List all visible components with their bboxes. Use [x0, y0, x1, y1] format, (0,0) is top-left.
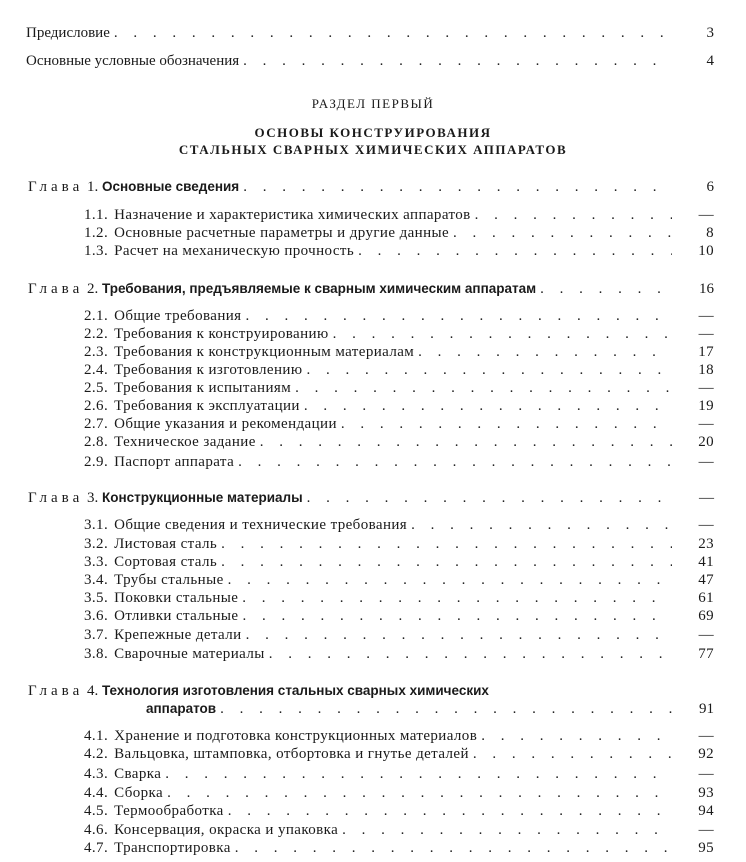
- leader-dots: [453, 224, 672, 242]
- item-number: 4.3.: [84, 766, 109, 782]
- leader-dots: [481, 727, 672, 745]
- item-title: Паспорт аппарата: [114, 454, 235, 470]
- toc-item: [84, 307, 714, 325]
- chapter-page: 91: [699, 701, 714, 717]
- leader-dots: [418, 343, 672, 361]
- toc-item: [84, 224, 714, 242]
- item-page: —: [698, 822, 714, 838]
- leader-dots: [342, 821, 672, 839]
- toc-entry-preface: [26, 24, 714, 42]
- item-page: —: [698, 627, 714, 643]
- item-title: Вальцовка, штамповка, отбортовка и гнутье деталей: [114, 746, 469, 762]
- item-page: —: [698, 326, 714, 342]
- item-title: Общие сведения и технические требования: [114, 517, 408, 533]
- toc-item: [84, 589, 714, 607]
- item-number: 3.6.: [84, 608, 109, 624]
- leader-dots: [411, 516, 672, 534]
- item-title: Сборка: [114, 785, 164, 801]
- item-page: 20: [698, 434, 714, 450]
- item-number: 2.1.: [84, 308, 109, 324]
- chapter-title: Требования, предъявляемые к сварным химическим аппаратам: [101, 281, 537, 296]
- item-page: —: [698, 766, 714, 782]
- leader-dots: [242, 607, 672, 625]
- chapter-number: 4.: [86, 683, 99, 699]
- chapter-number: 1.: [86, 179, 99, 195]
- entry-title: Предисловие: [26, 25, 110, 41]
- chapter-title: Конструкционные материалы: [101, 490, 303, 505]
- leader-dots: [243, 178, 672, 196]
- toc-item: [84, 325, 714, 343]
- item-page: 92: [698, 746, 714, 762]
- item-number: 3.5.: [84, 590, 109, 606]
- leader-dots: [228, 571, 672, 589]
- section-label: РАЗДЕЛ ПЕРВЫЙ: [311, 96, 435, 111]
- item-number: 3.4.: [84, 572, 109, 588]
- item-number: 2.9.: [84, 454, 109, 470]
- item-number: 3.1.: [84, 517, 109, 533]
- toc-item: [84, 535, 714, 553]
- item-title: Назначение и характеристика химических аппаратов: [114, 207, 471, 223]
- leader-dots: [221, 535, 672, 553]
- toc-item: [84, 571, 714, 589]
- leader-dots: [304, 397, 672, 415]
- chapter-page: 6: [706, 179, 714, 195]
- item-number: 2.8.: [84, 434, 109, 450]
- leader-dots: [269, 645, 672, 663]
- leader-dots: [475, 206, 672, 224]
- leader-dots: [167, 784, 672, 802]
- toc-item: [84, 453, 714, 471]
- toc-item: [84, 415, 714, 433]
- chapter-title: Основные сведения: [101, 179, 240, 194]
- item-title: Отливки стальные: [114, 608, 239, 624]
- chapter-title-line2: аппаратов: [146, 701, 217, 716]
- leader-dots: [220, 700, 672, 718]
- item-title: Термообработка: [114, 803, 224, 819]
- leader-dots: [242, 589, 672, 607]
- item-page: 41: [698, 554, 714, 570]
- toc-item: [84, 516, 714, 534]
- toc-item: [84, 839, 714, 857]
- leader-dots: [333, 325, 672, 343]
- item-number: 4.2.: [84, 746, 109, 762]
- chapter-page: 16: [699, 281, 714, 297]
- chapter-3-heading: [28, 489, 714, 507]
- item-title: Основные расчетные параметры и другие данные: [114, 225, 450, 241]
- entry-page: 3: [706, 25, 714, 41]
- toc-item: [84, 745, 714, 763]
- item-title: Техническое задание: [114, 434, 256, 450]
- leader-dots: [165, 765, 672, 783]
- leader-dots: [540, 280, 672, 298]
- leader-dots: [341, 415, 672, 433]
- item-title: Требования к изготовлению: [114, 362, 303, 378]
- toc-item: [84, 626, 714, 644]
- item-page: 94: [698, 803, 714, 819]
- item-title: Требования к конструкционным материалам: [114, 344, 415, 360]
- item-title: Поковки стальные: [114, 590, 239, 606]
- toc-item: [84, 361, 714, 379]
- item-number: 3.8.: [84, 646, 109, 662]
- item-number: 4.5.: [84, 803, 109, 819]
- item-page: —: [698, 517, 714, 533]
- item-page: —: [698, 728, 714, 744]
- leader-dots: [243, 52, 672, 70]
- item-title: Требования к испытаниям: [114, 380, 292, 396]
- leader-dots: [245, 307, 672, 325]
- chapter-1-heading: [28, 178, 714, 196]
- leader-dots: [307, 489, 672, 507]
- toc-item: [84, 379, 714, 397]
- toc-item: [84, 802, 714, 820]
- item-number: 3.7.: [84, 627, 109, 643]
- item-number: 1.3.: [84, 243, 109, 259]
- chapter-prefix: Глава: [28, 490, 84, 506]
- entry-page: 4: [706, 53, 714, 69]
- leader-dots: [358, 242, 672, 260]
- leader-dots: [221, 553, 672, 571]
- item-page: —: [698, 454, 714, 470]
- item-title: Сварка: [114, 766, 162, 782]
- toc-entry-notation: [26, 52, 714, 70]
- item-number: 4.7.: [84, 840, 109, 856]
- toc-item: [84, 727, 714, 745]
- entry-title: Основные условные обозначения: [26, 53, 240, 69]
- toc-item: [84, 821, 714, 839]
- item-page: 10: [698, 243, 714, 259]
- item-page: 61: [698, 590, 714, 606]
- item-number: 1.1.: [84, 207, 109, 223]
- leader-dots: [306, 361, 672, 379]
- item-title: Требования к конструированию: [114, 326, 329, 342]
- toc-item: [84, 784, 714, 802]
- item-title: Трубы стальные: [114, 572, 224, 588]
- toc-item: [84, 553, 714, 571]
- item-title: Хранение и подготовка конструкционных материалов: [114, 728, 478, 744]
- item-page: 77: [698, 646, 714, 662]
- item-title: Крепежные детали: [114, 627, 242, 643]
- item-number: 2.7.: [84, 416, 109, 432]
- leader-dots: [228, 802, 672, 820]
- item-page: 95: [698, 840, 714, 856]
- item-page: 8: [706, 225, 714, 241]
- item-title: Общие указания и рекомендации: [114, 416, 337, 432]
- item-title: Консервация, окраска и упаковка: [114, 822, 339, 838]
- item-page: —: [698, 308, 714, 324]
- item-title: Листовая сталь: [114, 536, 218, 552]
- item-number: 2.2.: [84, 326, 109, 342]
- chapter-4-heading-line2: [146, 700, 714, 718]
- item-number: 3.3.: [84, 554, 109, 570]
- leader-dots: [473, 745, 672, 763]
- chapter-2-heading: [28, 280, 714, 298]
- section-title-line2: СТАЛЬНЫХ СВАРНЫХ ХИМИЧЕСКИХ АППАРАТОВ: [178, 142, 568, 157]
- item-page: 19: [698, 398, 714, 414]
- item-title: Сварочные материалы: [114, 646, 265, 662]
- item-title: Общие требования: [114, 308, 242, 324]
- toc-item: [84, 206, 714, 224]
- chapter-prefix: Глава: [28, 281, 84, 297]
- item-number: 2.5.: [84, 380, 109, 396]
- item-title: Расчет на механическую прочность: [114, 243, 355, 259]
- item-number: 2.3.: [84, 344, 109, 360]
- toc-item: [84, 343, 714, 361]
- item-page: 47: [698, 572, 714, 588]
- toc-item: [84, 765, 714, 783]
- chapter-prefix: Глава: [28, 683, 84, 699]
- item-title: Транспортировка: [114, 840, 231, 856]
- leader-dots: [114, 24, 672, 42]
- item-title: Требования к эксплуатации: [114, 398, 300, 414]
- item-page: —: [698, 380, 714, 396]
- item-number: 4.4.: [84, 785, 109, 801]
- leader-dots: [295, 379, 672, 397]
- toc-item: [84, 645, 714, 663]
- chapter-number: 2.: [86, 281, 99, 297]
- section-title-line1: ОСНОВЫ КОНСТРУИРОВАНИЯ: [254, 125, 492, 140]
- item-title: Сортовая сталь: [114, 554, 218, 570]
- leader-dots: [246, 626, 672, 644]
- item-number: 2.6.: [84, 398, 109, 414]
- item-number: 3.2.: [84, 536, 109, 552]
- item-page: —: [698, 207, 714, 223]
- item-number: 1.2.: [84, 225, 109, 241]
- item-page: 23: [698, 536, 714, 552]
- chapter-number: 3.: [86, 490, 99, 506]
- item-page: 93: [698, 785, 714, 801]
- toc-item: [84, 607, 714, 625]
- item-page: 17: [698, 344, 714, 360]
- toc-item: [84, 242, 714, 260]
- item-number: 4.6.: [84, 822, 109, 838]
- toc-item: [84, 433, 714, 451]
- chapter-title-line1: Технология изготовления стальных сварных химических: [101, 683, 489, 698]
- leader-dots: [260, 433, 672, 451]
- chapter-4-heading-line1: [28, 682, 676, 700]
- chapter-prefix: Глава: [28, 179, 84, 195]
- item-page: 18: [698, 362, 714, 378]
- leader-dots: [235, 839, 672, 857]
- item-number: 4.1.: [84, 728, 109, 744]
- chapter-page: —: [699, 490, 714, 506]
- leader-dots: [238, 453, 672, 471]
- item-page: —: [698, 416, 714, 432]
- item-page: 69: [698, 608, 714, 624]
- item-number: 2.4.: [84, 362, 109, 378]
- toc-item: [84, 397, 714, 415]
